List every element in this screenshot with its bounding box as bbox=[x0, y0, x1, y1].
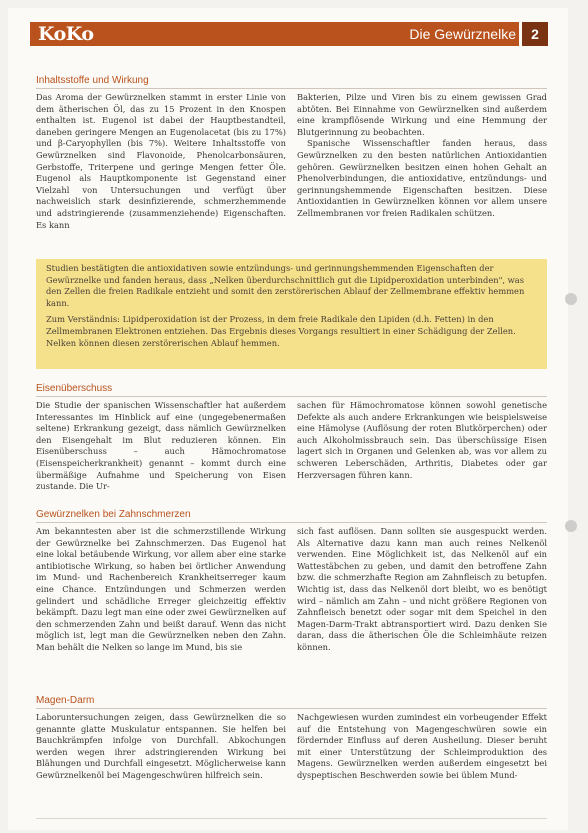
paragraph: Bakterien, Pilze und Viren bis zu einem gewissen Grad abtöten. Bei Einnahme von Gewürznelken sind außerdem eine krampflösende Wirkung und eine Hemmung der Blutgerinnung zu beobachten. bbox=[297, 92, 547, 137]
binder-hole-icon bbox=[565, 293, 577, 305]
paragraph: Spanische Wissenschaftler fanden heraus, dass Gewürznelken zu den besten natürlichen Antioxidantien gehören. Gewürznelken besitzen einen hohen Gehalt an Phenolverbindungen, die antioxidative, entzündungs- und gerinnungshemmende Eigenschaften besitzen. Diese Antioxidantien in Gewürznelken können vor allem unsere Zellmembranen vor freien Radikalen schützen. bbox=[297, 138, 547, 218]
paragraph: sich fast auflösen. Dann sollten sie ausgespuckt werden. Als Alternative dazu kann man auch reines Nelkenöl verwenden. Eine Möglichkeit ist, das Nelkenöl auf ein Wattestäbchen zu geben, und damit den betroffene Zahn bzw. die schmerzhafte Region am Zahnfleisch zu betupfen. Wichtig ist, dass das Nelkenöl dort bleibt, wo es benötigt wird – nämlich am Zahn – und nicht größere Regionen von Zahnfleisch benetzt oder sogar mit dem Speichel in den Magen-Darm-Trakt abtransportiert wird. Dazu denken Sie daran, dass die ätherischen Öle die Schleimhäute reizen können. bbox=[297, 526, 547, 652]
column-right bbox=[297, 400, 547, 493]
bottom-rule bbox=[36, 818, 547, 819]
paragraph: Am bekanntesten aber ist die schmerzstillende Wirkung der Gewürznelke bei Zahnschmerzen. Das Eugenol hat eine lokal betäubende Wirkung, vor allem aber eine starke antibiotische Wirkung, so haben bei örtlicher Anwendung im Mund- und Rachenbereich Krankheitserreger kaum eine Chance. Entzündungen und Schmerzen werden gelindert und schädliche Erreger gleichzeitig effektiv bekämpft. Dazu legt man eine oder zwei Gewürznelken auf den schmerzenden Zahn und beißt darauf. Wenn das nicht möglich ist, legt man die Gewürznelken neben den Zahn. Man behält die Nelken so lange im Mund, bis sie bbox=[36, 526, 286, 652]
column-left bbox=[36, 400, 286, 493]
column-right bbox=[297, 712, 547, 782]
paragraph: Laboruntersuchungen zeigen, dass Gewürznelken die so genannte glatte Muskulatur entspannen. Sie helfen bei Bauchkrämpfen infolge von Durchfall. Abkochungen werden wegen ihrer adstringierenden Wirkung bei Blähungen und Durchfall eingesetzt. Möglicherweise kann Gewürznelkenöl bei Magengeschwüren hilfreich sein. bbox=[36, 712, 286, 780]
section-rule bbox=[36, 88, 547, 89]
paragraph: Die Studie der spanischen Wissenschaftler hat außerdem Interessantes im Hinblick auf eine (ungegebenermaßen seltene) Erkrankung gezeigt, dass nämlich Gewürznelken den Eisengehalt im Blut reduzieren können. Ein Eisenüberschuss – auch Hämochromatose (Eisenspeicherkrankheit) genannt – kommt durch eine übermäßige Aufnahme und Speicherung von Eisen zustande. Die Ur- bbox=[36, 400, 286, 492]
page-header bbox=[30, 22, 548, 46]
highlight-paragraph: Studien bestätigten die antioxidativen sowie entzündungs- und gerinnungshemmenden Eigenschaften der Gewürznelke und fanden heraus, dass „Nelken überdurchschnittlich gut die Lipidperoxidation unterbinden", was den Zellen die freien Radikale entzieht und somit den zerstörerischen Ablauf der Zellmembrane effektiv hemmen kann. bbox=[46, 263, 525, 308]
section-body-magen-darm bbox=[36, 712, 547, 782]
section-rule bbox=[36, 708, 547, 709]
highlight-box bbox=[36, 259, 547, 369]
paragraph: Nachgewiesen wurden zumindest ein vorbeugender Effekt auf die Entstehung von Magengeschwüren sowie ein fördernder Einfluss auf deren Ausheilung. Dieser beruht mit einer Unterstützung der Schleimproduktion des Magens. Gewürznelken werden außerdem eingesetzt bei dyspeptischen Beschwerden sowie bei üblem Mund- bbox=[297, 712, 547, 780]
section-heading-magen-darm: Magen-Darm bbox=[36, 695, 95, 706]
section-body-zahnschmerzen bbox=[36, 526, 547, 654]
paragraph: Das Aroma der Gewürznelken stammt in erster Linie von dem ätherischen Öl, das zu 15 Prozent in den Knospen enthalten ist. Eugenol ist dabei der Hauptbestandteil, daneben geringere Mengen an Eugenolacetat (bis zu 17%) und β-Caryophyllen (bis 7%). Weitere Inhaltsstoffe von Gewürznelken sind Flavonoide, Phenolcarbonsäuren, Gerbstoffe, Triterpene und geringe Mengen fetter Öle. Eugenol als Hauptkomponente ist Gegenstand einer Vielzahl von Untersuchungen und verfügt über nachweislich stark desinfizierende, schmerzhemmende und adstringierende (zusammenziehende) Eigenschaften. Es kann bbox=[36, 92, 286, 230]
column-left bbox=[36, 526, 286, 654]
section-rule bbox=[36, 522, 547, 523]
column-left bbox=[36, 92, 286, 231]
section-rule bbox=[36, 396, 547, 397]
section-body-inhaltsstoffe bbox=[36, 92, 547, 231]
column-right bbox=[297, 526, 547, 654]
binder-hole-icon bbox=[565, 520, 577, 532]
section-heading-inhaltsstoffe: Inhaltsstoffe und Wirkung bbox=[36, 75, 149, 86]
page-number: 2 bbox=[522, 22, 548, 46]
paragraph: sachen für Hämochromatose können sowohl genetische Defekte als auch andere Erkrankungen wie beispielsweise eine Hämolyse (Auflösung der roten Blutkörperchen) oder auch Alkoholmissbrauch sein. Das überschüssige Eisen lagert sich in Organen und Gelenken ab, was vor allem zu schweren Leberschäden, Arthritis, Diabetes oder gar Herzversagen führen kann. bbox=[297, 400, 547, 480]
koko-logo: KoKo bbox=[38, 23, 94, 45]
highlight-paragraph: Zum Verständnis: Lipidperoxidation ist der Prozess, in dem freie Radikale den Lipiden (d.h. Fetten) in den Zellmembranen Elektronen entziehen. Das Ergebnis dieses Vorgangs resultiert in einer Schädigung der Zellen. Nelken können diesen zerstörerischen Ablauf hemmen. bbox=[46, 314, 516, 348]
section-heading-zahnschmerzen: Gewürznelken bei Zahnschmerzen bbox=[36, 509, 191, 520]
column-left bbox=[36, 712, 286, 782]
section-body-eisenueberschuss bbox=[36, 400, 547, 493]
header-title: Die Gewürznelke bbox=[409, 26, 516, 42]
column-right bbox=[297, 92, 547, 231]
section-heading-eisenueberschuss: Eisenüberschuss bbox=[36, 383, 113, 394]
